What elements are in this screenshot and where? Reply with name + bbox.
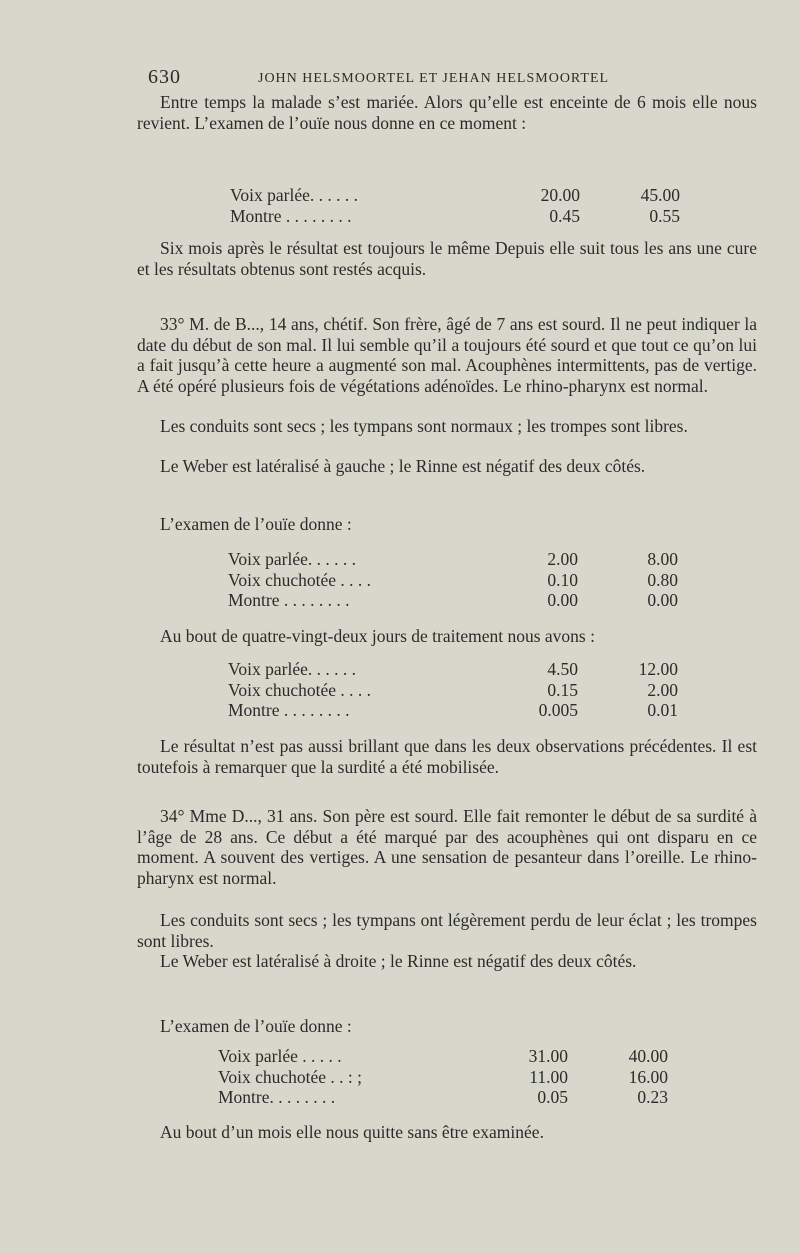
measure-label: Voix chuchotée . . . . (228, 569, 372, 590)
case33-paragraph-weber: Le Weber est latéralisé à gauche ; le Rinne est négatif des deux côtés. (160, 456, 646, 476)
measure-value-left: 0.00 (547, 590, 578, 610)
table-row (228, 700, 678, 721)
measure-label: Voix parlée. . . . . . (228, 659, 356, 679)
measure-label: Voix parlée. . . . . . (230, 185, 358, 205)
page-number: 630 (148, 66, 181, 88)
case34-exam-intro: L’examen de l’ouïe donne : (160, 1016, 352, 1036)
table-row (228, 549, 678, 570)
case33-conclusion: Le résultat n’est pas aussi brillant que dans les deux observations précédentes. Il est toutefois à remarquer que la surdité a été mobilisée. (137, 736, 757, 777)
table-row (230, 185, 680, 206)
measure-label: Voix chuchotée . . . . (228, 679, 372, 700)
running-title: JOHN HELSMOORTEL ET JEHAN HELSMOORTEL (258, 71, 610, 86)
case33-paragraph-history: 33° M. de B..., 14 ans, chétif. Son frère, âgé de 7 ans est sourd. Il ne peut indiquer la date du début de son mal. Il lui semble qu’il a toujours été sourd et que tout ce qu’on lui a fait jusqu’à cette heure a augmenté son mal. Acouphènes intermittents, pas de vertige. A été opéré plusieurs fois de végétations adénoïdes. Le rhino-pharynx est normal. (137, 314, 757, 396)
measure-value-left: 31.00 (528, 1046, 568, 1066)
measure-label: Voix parlée . . . . . (218, 1046, 342, 1066)
case34-hearing-table (218, 1046, 668, 1108)
page-header (148, 66, 750, 90)
case33-hearing-table-before (228, 549, 678, 611)
measure-value-right: 0.00 (647, 590, 678, 610)
table-row (218, 1046, 668, 1067)
table-row (228, 570, 678, 591)
measure-value-right: 0.23 (637, 1087, 668, 1107)
case34-paragraph-weber: Le Weber est latéralisé à droite ; le Rinne est négatif des deux côtés. (160, 951, 637, 971)
measure-value-left: 0.15 (547, 679, 578, 700)
case33-paragraph-conduits: Les conduits sont secs ; les tympans sont normaux ; les trompes sont libres. (160, 416, 688, 436)
measure-label: Voix parlée. . . . . . (228, 549, 356, 569)
case33-hearing-table-after (228, 659, 678, 721)
measure-value-left: 20.00 (540, 185, 580, 205)
measure-value-right: 0.80 (647, 569, 678, 590)
measure-value-right: 0.55 (649, 205, 680, 226)
table-row (218, 1087, 668, 1108)
measure-label: Montre . . . . . . . . (228, 700, 350, 720)
case34-paragraph-history: 34° Mme D..., 31 ans. Son père est sourd. Elle fait remonter le début de sa surdité à l’âge de 28 ans. Ce début a été marqué par des acouphènes qui ont disparu en ce moment. A souvent des vertiges. A une sensation de pesanteur dans l’oreille. Le rhino-pharynx est normal. (137, 806, 757, 888)
measure-value-left: 0.45 (549, 205, 580, 226)
hearing-table-pregnancy (230, 185, 680, 226)
measure-label: Montre . . . . . . . . (230, 205, 352, 226)
paragraph-six-mois: Six mois après le résultat est toujours le même Depuis elle suit tous les ans une cure et les résultats obtenus sont restés acquis. (137, 238, 757, 279)
table-row (228, 659, 678, 680)
measure-label: Montre . . . . . . . . (228, 590, 350, 610)
measure-value-left: 4.50 (547, 659, 578, 679)
measure-value-left: 0.10 (547, 569, 578, 590)
measure-value-right: 12.00 (638, 659, 678, 679)
case33-after-intro: Au bout de quatre-vingt-deux jours de traitement nous avons : (160, 626, 595, 646)
measure-value-right: 40.00 (628, 1046, 668, 1066)
table-row (228, 680, 678, 701)
case34-final: Au bout d’un mois elle nous quitte sans être examinée. (160, 1122, 544, 1142)
case34-paragraph-conduits: Les conduits sont secs ; les tympans ont légèrement perdu de leur éclat ; les trompes sont libres. (137, 910, 757, 951)
measure-label: Voix chuchotée . . : ; (218, 1066, 363, 1087)
case33-exam-intro: L’examen de l’ouïe donne : (160, 514, 352, 534)
table-row (230, 206, 680, 227)
measure-value-left: 2.00 (547, 549, 578, 569)
measure-value-left: 0.005 (538, 700, 578, 720)
measure-value-right: 8.00 (647, 549, 678, 569)
measure-value-right: 2.00 (647, 679, 678, 700)
paragraph-intro: Entre temps la malade s’est mariée. Alors qu’elle est enceinte de 6 mois elle nous revient. L’examen de l’ouïe nous donne en ce moment : (137, 92, 757, 133)
table-row (228, 590, 678, 611)
measure-value-right: 45.00 (640, 185, 680, 205)
measure-value-left: 11.00 (529, 1066, 568, 1087)
measure-value-right: 0.01 (647, 700, 678, 720)
measure-value-left: 0.05 (537, 1087, 568, 1107)
measure-value-right: 16.00 (628, 1066, 668, 1087)
table-row (218, 1067, 668, 1088)
measure-label: Montre. . . . . . . . (218, 1087, 336, 1107)
